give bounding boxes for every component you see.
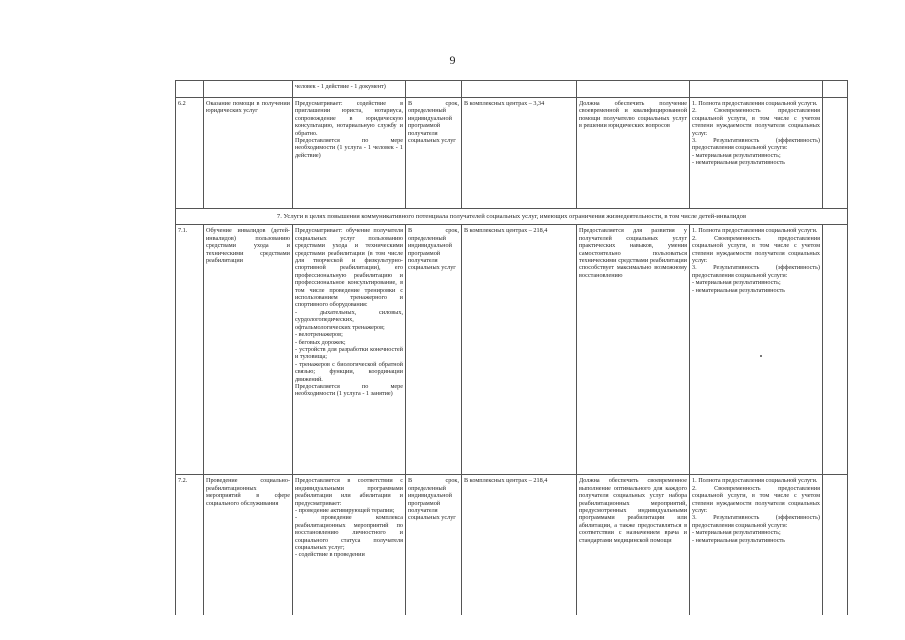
cell-procedure: человек - 1 действие - 1 документ): [293, 81, 406, 98]
section-title: 7. Услуги в целях повышения коммуникативного потенциала получателей социальных услуг, имеющих ограничения жизнедеятельности, в том числе детей-инвалидов: [176, 209, 848, 225]
table-row: [176, 225, 848, 475]
cell-extra: [823, 475, 848, 615]
service-conditions: Предоставляется для развития у получателей социальных услуг практических навыков, умения самостоятельно пользоваться техническими средствами реабилитации способствует максимально возможному восстановлению: [577, 225, 690, 475]
row-number: 7.2.: [176, 475, 204, 615]
service-term: В срок, определенный индивидуальной программой получателя социальных услуг: [406, 98, 462, 209]
page-number: 9: [449, 53, 456, 67]
service-tariff: В комплексных центрах – 218,4: [462, 225, 577, 475]
scan-speck: [760, 355, 762, 357]
service-quality: 1. Полнота предоставления социальной услуги. 2. Своевременность предоставления социальной услуги, в том числе с учетом степени нуждаемости получателя социальных услуг. 3. Результативность (эффективность) предоставления социальной услуги: - материальная результативность; - нематериальная результативность: [690, 225, 823, 475]
row-number: 6.2: [176, 98, 204, 209]
service-name: Оказание помощи в получении юридических услуг: [204, 98, 293, 209]
service-quality: 1. Полнота предоставления социальной услуги. 2. Своевременность предоставления социальной услуги, в том числе с учетом степени нуждаемости получателя социальных услуг. 3. Результативность (эффективность) предоставления социальной услуги: - материальная результативность; - нематериальная результативность: [690, 98, 823, 209]
table-row: [176, 81, 848, 98]
services-table: [175, 80, 848, 615]
service-conditions: Должна обеспечить получение своевременной и квалифицированной помощи получателю социальных услуг в решении юридических вопросов: [577, 98, 690, 209]
cell-name: [204, 81, 293, 98]
section-heading-row: [176, 209, 848, 225]
table-row: [176, 475, 848, 615]
service-tariff: В комплексных центрах – 3,34: [462, 98, 577, 209]
table-row: [176, 98, 848, 209]
service-term: В срок, определенный индивидуальной программой получателя социальных услуг: [406, 225, 462, 475]
cell-quality: [690, 81, 823, 98]
service-conditions: Должна обеспечить своевременное выполнение оптимального для каждого получателя социальных услуг набора реабилитационных мероприятий, предусмотренных индивидуальными программами реабилитации или абилитации, а также предоставляться в соответствии с назначением врача и стандартами медицинской помощи: [577, 475, 690, 615]
cell-extra: [823, 98, 848, 209]
cell-conditions: [577, 81, 690, 98]
service-procedure: Предоставляется в соответствии с индивидуальными программами реабилитации или абилитации и предусматривает: - проведение активирующей терапии; - проведение комплекса реабилитационных мероприятий по восстановлению личностного и социального статуса получателя социальных услуг; - содействие в проведении: [293, 475, 406, 615]
service-name: Проведение социально-реабилитационных мероприятий в сфере социального обслуживания: [204, 475, 293, 615]
service-procedure: Предусматривает: обучение получателя социальных услуг пользованию средствами ухода и техническими средствами реабилитации (в том числе для творческой и физкультурно-спортивной реабилитации), его профессиональную реабилитацию и профессиональное консультирование, в том числе проведение тренировки с использованием тренажерного и спортивного оборудования: - дыхательных, силовых, сурдологопедических, офтальмологических тренажеров; - велотренажеров; - беговых дорожек; - устройств для разработки конечностей и туловища; - тренажеров с биологической обратной связью; функции, координации движений. Предоставляется по мере необходимости (1 услуга - 1 занятие): [293, 225, 406, 475]
cell-extra: [823, 81, 848, 98]
service-tariff: В комплексных центрах – 218,4: [462, 475, 577, 615]
cell-extra: [823, 225, 848, 475]
row-number: 7.1.: [176, 225, 204, 475]
cell-tariff: [462, 81, 577, 98]
service-quality: 1. Полнота предоставления социальной услуги. 2. Своевременность предоставления социальной услуги, в том числе с учетом степени нуждаемости получателя социальных услуг. 3. Результативность (эффективность) предоставления социальной услуги: - материальная результативность; - нематериальная результативность: [690, 475, 823, 615]
service-procedure: Предусматривает: содействие в приглашении юриста, нотариуса, сопровождение в юридическую консультацию, нотариальную службу и обратно. Предоставляется по мере необходимости (1 услуга - 1 человек - 1 действие): [293, 98, 406, 209]
cell-num: [176, 81, 204, 98]
cell-term: [406, 81, 462, 98]
service-term: В срок, определенный индивидуальной программой получателя социальных услуг: [406, 475, 462, 615]
service-name: Обучение инвалидов (детей-инвалидов) пользованию средствами ухода и техническими средствами реабилитации: [204, 225, 293, 475]
